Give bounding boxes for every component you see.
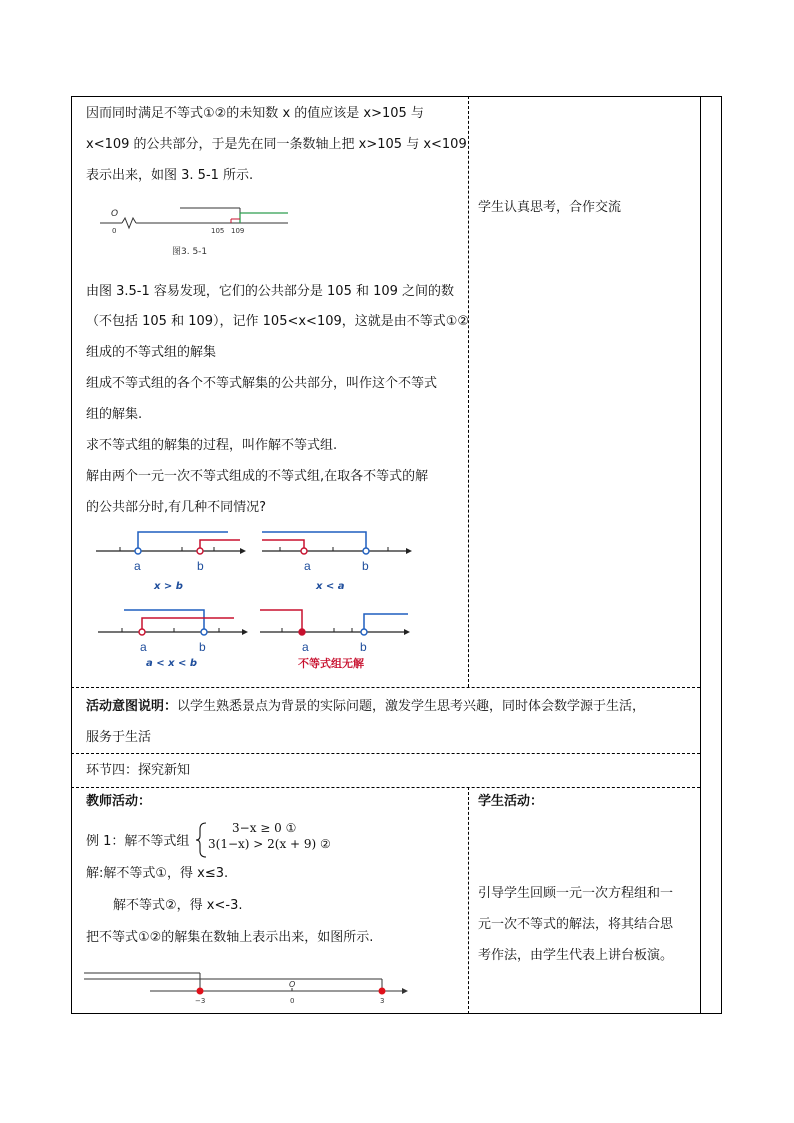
solution-number-line: [84, 966, 414, 1006]
fig1-109-label: 109: [231, 227, 245, 235]
case3-result: a < x < b: [146, 658, 198, 669]
discovery-line-8: 的公共部分时,有几种不同情况?: [86, 500, 267, 515]
inequality-1: 3−x ≥ 0 ①: [232, 821, 297, 835]
solution-line-2: 解不等式②，得 x<-3.: [113, 898, 243, 913]
case-diagram-a-lt-x-lt-b: [94, 604, 264, 674]
teacher-activity-label: 教师活动：: [86, 794, 152, 809]
discovery-line-6: 求不等式组的解集的过程，叫作解不等式组.: [86, 438, 338, 453]
case3-b-label: b: [199, 640, 206, 654]
step4-title: 环节四：探究新知: [86, 763, 191, 778]
axis-label-neg3: −3: [195, 997, 206, 1005]
column-divider-bottom: [468, 787, 469, 1014]
column-divider-top: [468, 96, 469, 687]
intent-line-2: 服务于生活: [86, 730, 152, 745]
table-margin-line: [700, 96, 701, 1014]
student-activity-1: 学生认真思考，合作交流: [478, 200, 622, 215]
case1-a-label: a: [134, 559, 141, 573]
discovery-line-1: 由图 3.5-1 容易发现，它们的公共部分是 105 和 109 之间的数: [86, 284, 455, 299]
system-brace: [194, 822, 208, 858]
case2-b-label: b: [362, 559, 369, 573]
intent-line-1: [86, 697, 645, 717]
case-diagram-no-solution: [256, 604, 426, 674]
example-prefix: 例 1：解不等式组: [86, 834, 190, 849]
case4-result: 不等式组无解: [298, 657, 364, 670]
intent-text: 以学生熟悉景点为背景的实际问题，激发学生思考兴趣，同时体会数学源于生活，: [177, 699, 646, 714]
case4-b-label: b: [360, 640, 367, 654]
fig1-zero-label: 0: [112, 227, 117, 235]
number-line-figure-3-5-1: [96, 205, 296, 245]
figure-caption: 图3. 5-1: [172, 247, 208, 257]
solution-line-3: 把不等式①②的解集在数轴上表示出来，如图所示.: [86, 930, 374, 945]
discovery-line-4: 组成不等式组的各个不等式解集的公共部分，叫作这个不等式: [86, 376, 438, 391]
discovery-line-3: 组成的不等式组的解集: [86, 345, 217, 360]
discovery-line-7: 解由两个一元一次不等式组成的不等式组,在取各不等式的解: [86, 469, 429, 484]
fig1-origin-label: O: [111, 209, 119, 219]
axis-label-origin: O: [289, 980, 296, 989]
case3-a-label: a: [140, 640, 147, 654]
axis-label-zero: 0: [290, 997, 295, 1005]
student-activity-2-line-2: 元一次不等式的解法，将其结合思: [478, 917, 674, 932]
case1-b-label: b: [197, 559, 204, 573]
axis-label-3: 3: [380, 997, 385, 1005]
case2-result: x < a: [316, 581, 345, 592]
discovery-line-2: （不包括 105 和 109），记作 105<x<109，这就是由不等式①②: [86, 314, 470, 329]
student-activity-label: 学生活动：: [478, 794, 544, 809]
intent-label: 活动意图说明：: [86, 699, 178, 714]
row-separator-2: [71, 753, 700, 754]
discovery-line-5: 组的解集.: [86, 407, 143, 422]
intro-line-2: x<109 的公共部分，于是先在同一条数轴上把 x>105 与 x<109: [86, 137, 467, 152]
case1-result: x > b: [154, 581, 183, 592]
fig1-105-label: 105: [211, 227, 225, 235]
student-activity-2-line-3: 考作法，由学生代表上讲台板演。: [478, 948, 674, 963]
student-activity-2-line-1: 引导学生回顾一元一次方程组和一: [478, 886, 674, 901]
row-separator-1: [71, 687, 700, 688]
case4-a-label: a: [302, 640, 309, 654]
intro-line-1: 因而同时满足不等式①②的未知数 x 的值应该是 x>105 与: [86, 106, 424, 121]
row-separator-3: [71, 787, 700, 788]
case-diagram-x-gt-b: [92, 526, 262, 596]
intro-line-3: 表示出来，如图 3. 5-1 所示.: [86, 168, 254, 183]
case-diagram-x-lt-a: [258, 526, 428, 596]
case2-a-label: a: [304, 559, 311, 573]
inequality-2: 3(1−x) > 2(x + 9) ②: [208, 837, 331, 851]
solution-line-1: 解:解不等式①，得 x≤3.: [86, 866, 229, 881]
